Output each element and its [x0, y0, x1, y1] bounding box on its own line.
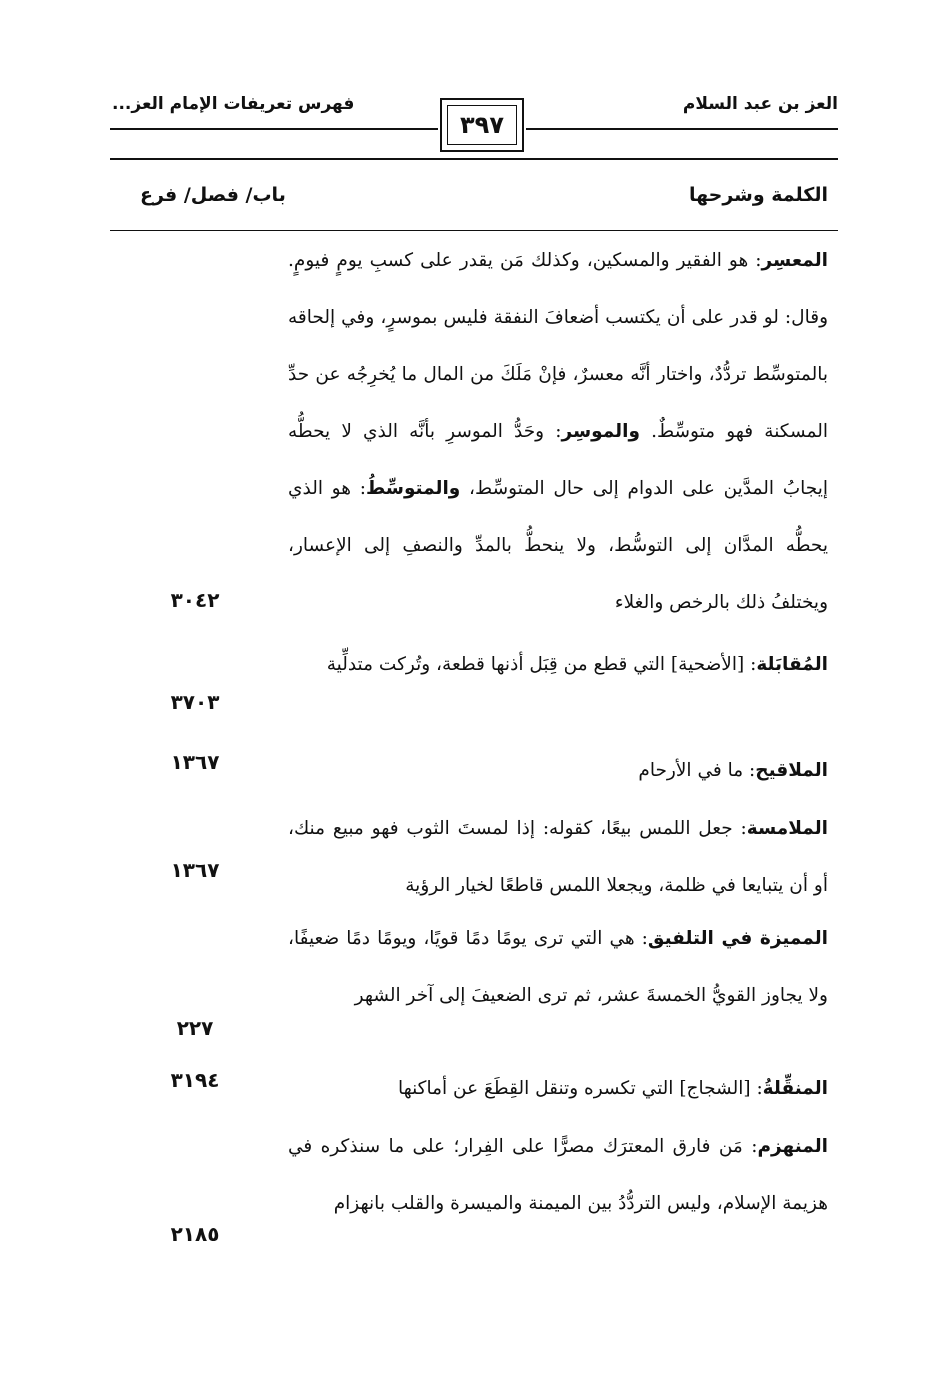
entry-term: الملاقيح — [755, 760, 828, 781]
definition-entry — [288, 1060, 828, 1117]
column-heading-word: الكلمة وشرحها — [688, 184, 828, 206]
entry-reference-number: ٢٢٧ — [176, 1016, 214, 1040]
definition-entry — [288, 636, 828, 693]
entry-definition: : هو الفقير والمسكين، وكذلك مَن يقدر على كسبِ يومٍ فيومٍ. وقال: لو قدر على أن يكتسب أضعافَ النفقة فليس بموسرٍ، وفي إلحاقه بالمتوسِّط تردُّدٌ، واختار أنَّه معسرٌ، فإنْ مَلَكَ من المال ما يُخرِجُه عن حدِّ المسكنة فهو متوسِّطٌ. — [288, 250, 828, 442]
entry-term: المنقِّلةُ — [762, 1078, 828, 1099]
entry-term: المنهزم — [757, 1136, 828, 1157]
definition-entry — [288, 742, 828, 799]
entry-term: المعسِر — [761, 250, 828, 271]
definition-entry — [288, 800, 828, 914]
entry-definition: : جعل اللمس بيعًا، كقوله: إذا لمستَ الثوب فهو مبيع منك، أو أن يتبايعا في ظلمة، ويجعلا اللمس قاطعًا لخيار الرؤية — [288, 818, 828, 896]
entry-term: المُقابَلة — [756, 654, 828, 675]
entry-definition: : هو الذي يحطُّه المدَّان إلى التوسُّط، ولا ينحطُّ بالمدِّ والنصفِ إلى الإعسار، ويختلفُ ذلك بالرخص والغلاء — [288, 478, 828, 613]
definition-entry — [288, 232, 828, 631]
running-header-author: العز بن عبد السلام — [682, 94, 838, 114]
entry-reference-number: ٣٠٤٢ — [170, 588, 220, 612]
page-number-frame — [440, 98, 524, 152]
entry-definition: : [الشجاج] التي تكسره وتنقل القِطَعَ عن أماكنها — [397, 1078, 763, 1099]
definition-entry — [288, 1118, 828, 1232]
entry-definition: : هي التي ترى يومًا دمًا قويًا، ويومًا دمًا ضعيفًا، ولا يجاوز القويُّ الخمسةَ عشر، ثم ترى الضعيفَ إلى آخر الشهر — [288, 928, 828, 1006]
entry-definition: : وحَدُّ الموسرِ بأنَّه الذي لا يحطُّه إيجابُ المدَّين على الدوام إلى حال المتوسِّط، — [288, 421, 828, 499]
entry-definition: : مَن فارق المعترَك مصرًّا على الفِرار؛ على ما سنذكره في هزيمة الإسلام، وليس التردُّدُ بين الميمنة والميسرة والقلب بانهزام — [288, 1136, 828, 1214]
header-rule-left — [110, 128, 438, 130]
entry-reference-number: ٣٧٠٣ — [170, 690, 220, 714]
entry-reference-number: ٢١٨٥ — [170, 1222, 220, 1246]
page-number: ٣٩٧ — [447, 105, 517, 145]
column-heading-reference: باب/ فصل/ فرع — [140, 184, 286, 206]
entry-term: المميزة في التلفيق — [647, 928, 828, 949]
header-rule-right — [526, 128, 838, 130]
entry-term: والمتوسِّطُ — [365, 478, 461, 499]
running-header-title: فهرس تعريفات الإمام العز... — [112, 94, 355, 114]
entry-reference-number: ٣١٩٤ — [170, 1068, 220, 1092]
entry-reference-number: ١٣٦٧ — [170, 750, 220, 774]
column-heading-divider — [110, 230, 838, 231]
entry-definition: : ما في الأرحام — [638, 760, 756, 781]
entry-term: والموسِر — [561, 421, 640, 442]
header-divider — [110, 158, 838, 160]
entry-term: الملامسة — [746, 818, 828, 839]
entry-reference-number: ١٣٦٧ — [170, 858, 220, 882]
definition-entry — [288, 910, 828, 1024]
entry-definition: : [الأضحية] التي قطع من قِبَل أذنها قطعة، وتُركت متدلِّية — [326, 654, 757, 675]
